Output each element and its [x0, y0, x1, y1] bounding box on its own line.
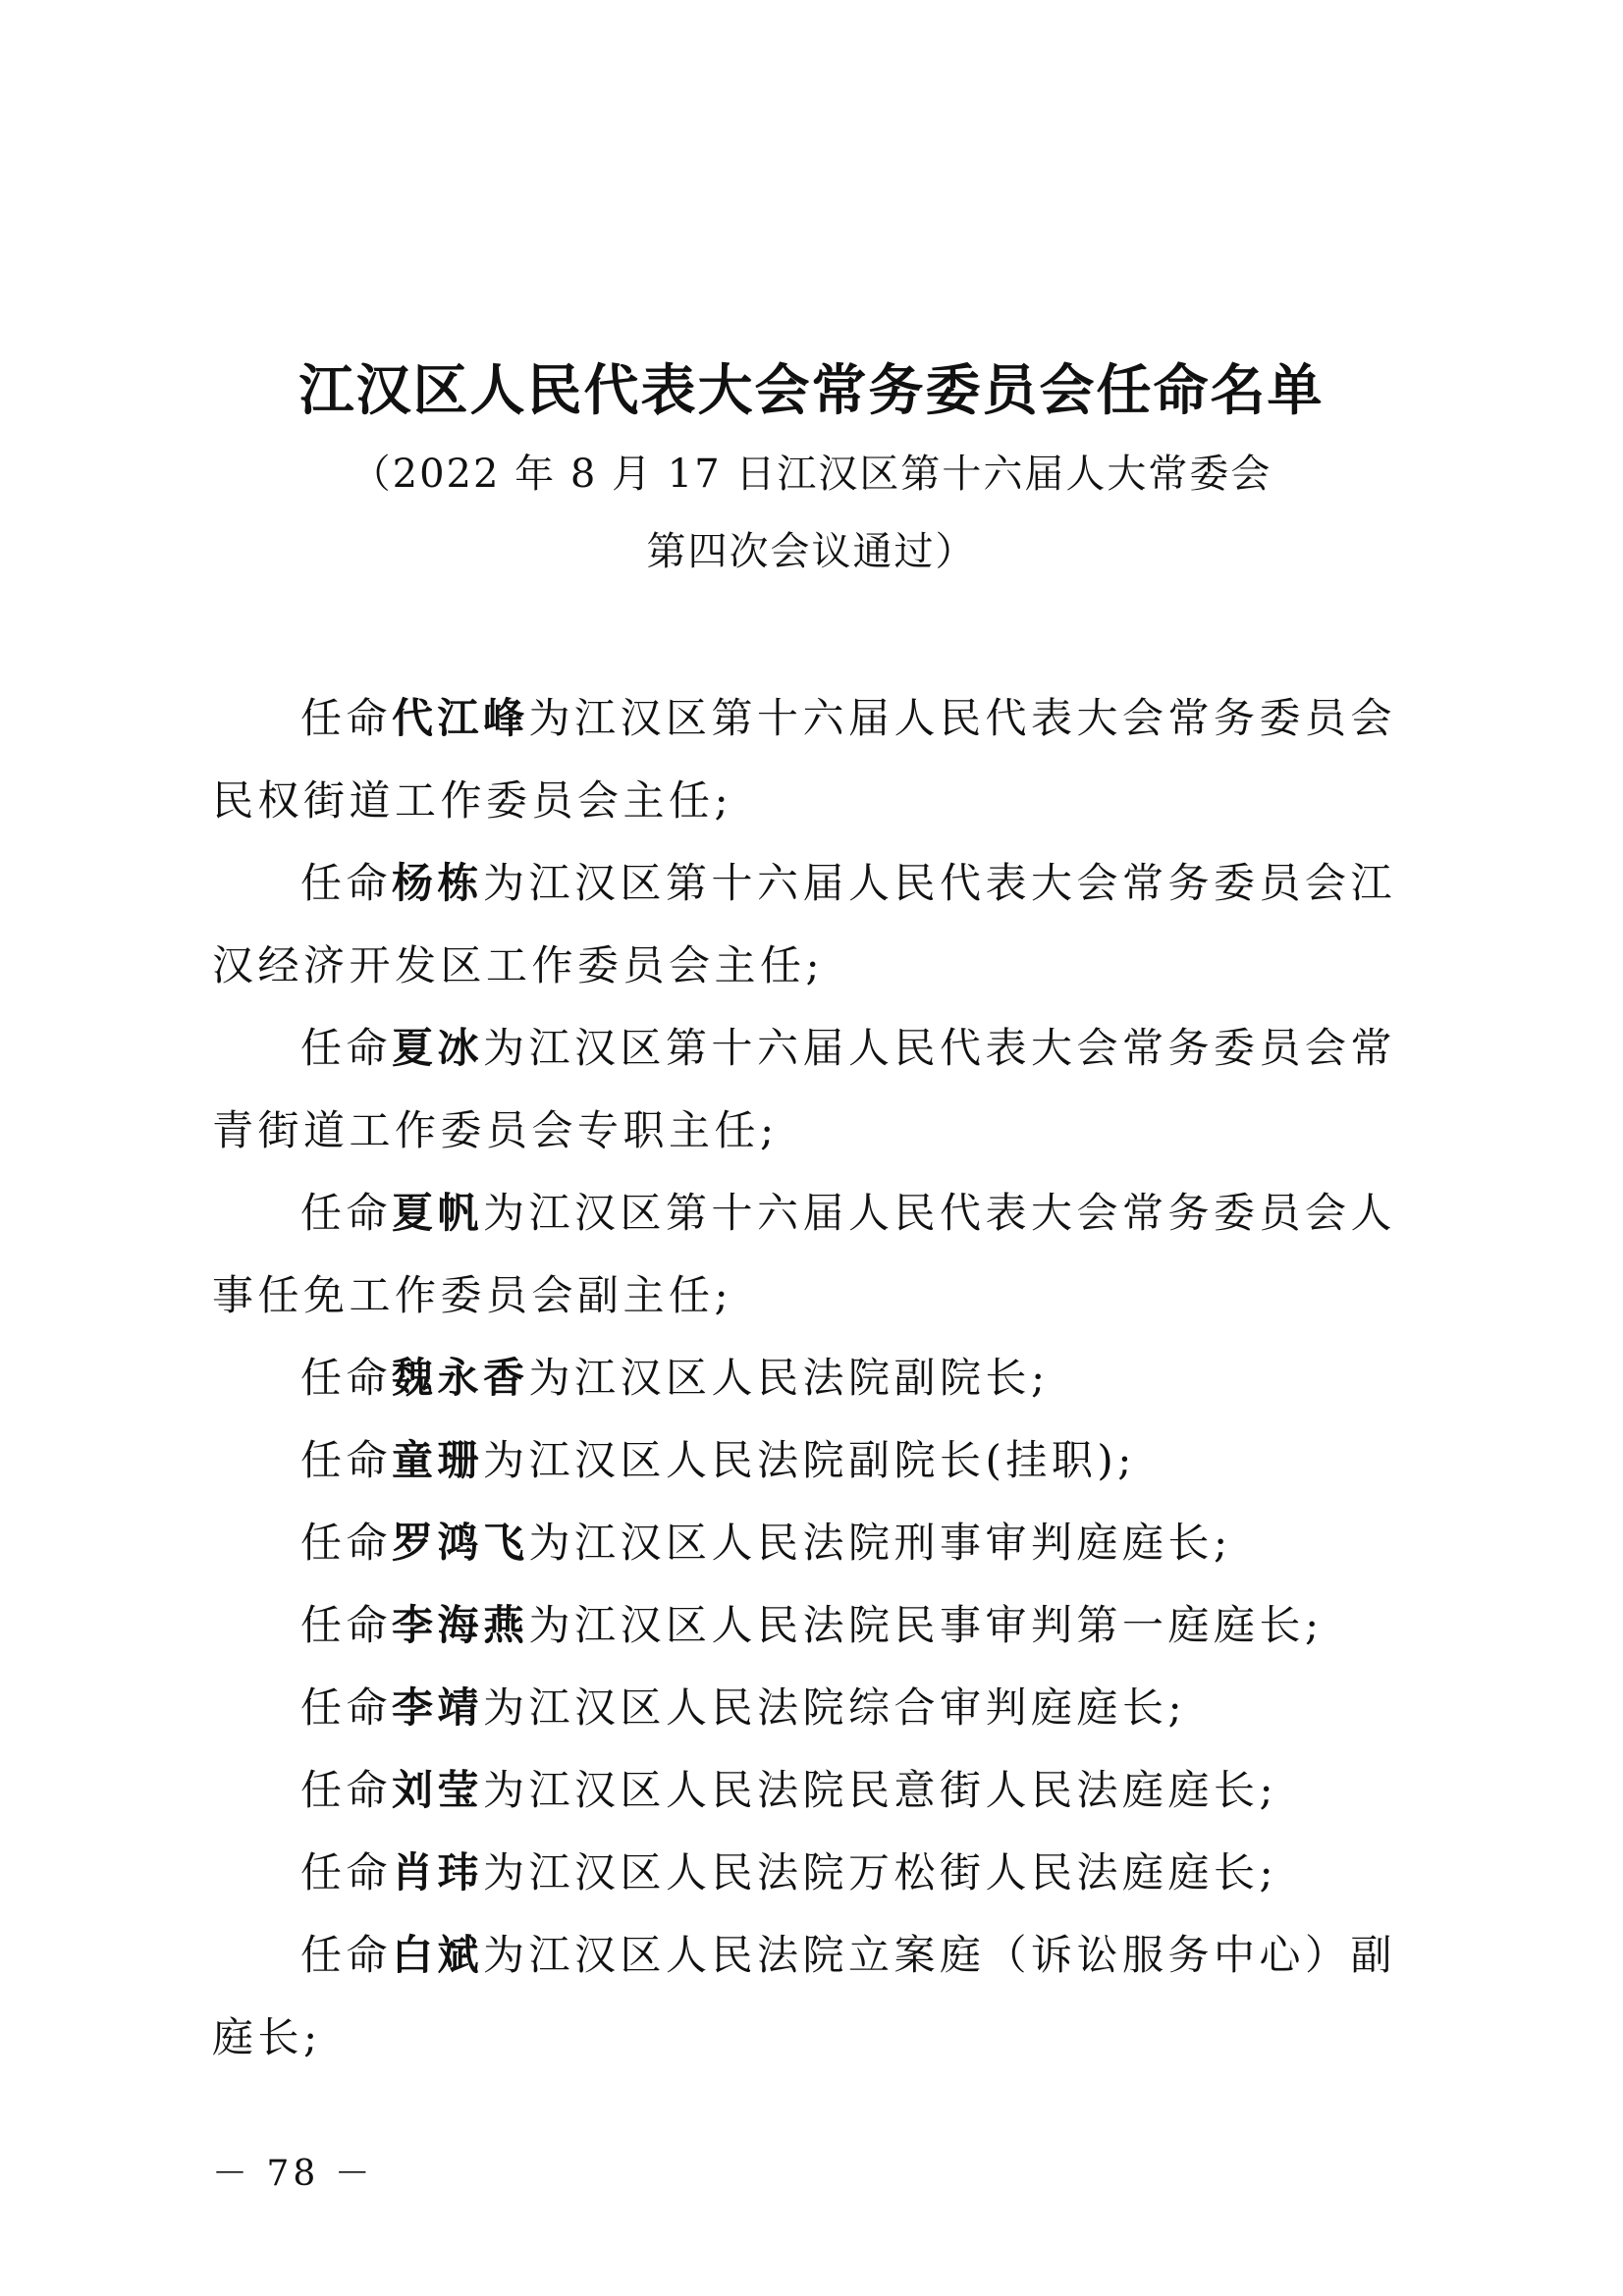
appointment-position: 为江汉区第十六届人民代表大会常务委员会江汉经济开发区工作委员会主任; — [212, 859, 1397, 989]
document-subtitle-line1: （2022 年 8 月 17 日江汉区第十六届人大常委会 — [351, 452, 1272, 497]
appointment-prefix: 任命 — [300, 1601, 393, 1649]
page-number: － 78 － — [212, 2154, 374, 2194]
appointment-list — [212, 677, 1412, 2079]
appointee-name: 李海燕 — [392, 1601, 529, 1649]
appointment-item — [212, 1914, 1412, 2079]
document-subtitle-line2: 第四次会议通过） — [646, 529, 977, 574]
appointment-position: 为江汉区人民法院综合审判庭庭长; — [483, 1683, 1187, 1732]
appointment-item — [212, 1419, 1412, 1502]
appointee-name: 李靖 — [392, 1683, 484, 1732]
appointment-prefix: 任命 — [300, 1436, 393, 1484]
appointment-item — [212, 1832, 1412, 1914]
appointment-position: 为江汉区人民法院民意街人民法庭庭长; — [483, 1766, 1278, 1814]
appointment-prefix: 任命 — [300, 1766, 393, 1814]
appointee-name: 罗鸿飞 — [392, 1519, 529, 1567]
appointment-position: 为江汉区人民法院副院长(挂职); — [483, 1436, 1136, 1484]
appointment-prefix: 任命 — [300, 1683, 393, 1732]
appointment-prefix: 任命 — [300, 859, 393, 907]
appointment-item — [212, 677, 1412, 842]
appointment-position: 为江汉区人民法院立案庭（诉讼服务中心）副庭长; — [212, 1931, 1397, 2061]
appointment-item — [212, 1172, 1412, 1337]
appointee-name: 代江峰 — [392, 694, 529, 742]
appointee-name: 刘莹 — [392, 1766, 484, 1814]
appointment-prefix: 任命 — [300, 1931, 393, 1979]
appointment-prefix: 任命 — [300, 694, 393, 742]
appointment-position: 为江汉区第十六届人民代表大会常务委员会民权街道工作委员会主任; — [212, 694, 1397, 825]
appointment-item — [212, 1007, 1412, 1172]
appointment-position: 为江汉区人民法院刑事审判庭庭长; — [528, 1519, 1232, 1567]
appointment-position: 为江汉区人民法院民事审判第一庭庭长; — [528, 1601, 1324, 1649]
appointee-name: 魏永香 — [392, 1354, 529, 1402]
appointment-prefix: 任命 — [300, 1519, 393, 1567]
appointee-name: 夏帆 — [392, 1189, 484, 1237]
appointment-prefix: 任命 — [300, 1848, 393, 1896]
appointment-prefix: 任命 — [300, 1189, 393, 1237]
appointee-name: 杨栋 — [392, 859, 484, 907]
appointment-item — [212, 1584, 1412, 1667]
appointment-prefix: 任命 — [300, 1024, 393, 1072]
appointment-item — [212, 1667, 1412, 1749]
appointment-item — [212, 1337, 1412, 1419]
appointee-name: 白斌 — [392, 1931, 484, 1979]
appointment-item — [212, 1749, 1412, 1832]
appointment-item — [212, 1502, 1412, 1584]
appointment-position: 为江汉区第十六届人民代表大会常务委员会人事任免工作委员会副主任; — [212, 1189, 1397, 1319]
appointment-position: 为江汉区第十六届人民代表大会常务委员会常青街道工作委员会专职主任; — [212, 1024, 1397, 1154]
appointment-prefix: 任命 — [300, 1354, 393, 1402]
appointee-name: 童珊 — [392, 1436, 484, 1484]
document-title: 江汉区人民代表大会常务委员会任命名单 — [298, 358, 1325, 423]
appointment-position: 为江汉区人民法院副院长; — [528, 1354, 1050, 1402]
appointee-name: 夏冰 — [392, 1024, 484, 1072]
appointment-item — [212, 842, 1412, 1007]
appointee-name: 肖玮 — [392, 1848, 484, 1896]
appointment-position: 为江汉区人民法院万松街人民法庭庭长; — [483, 1848, 1278, 1896]
